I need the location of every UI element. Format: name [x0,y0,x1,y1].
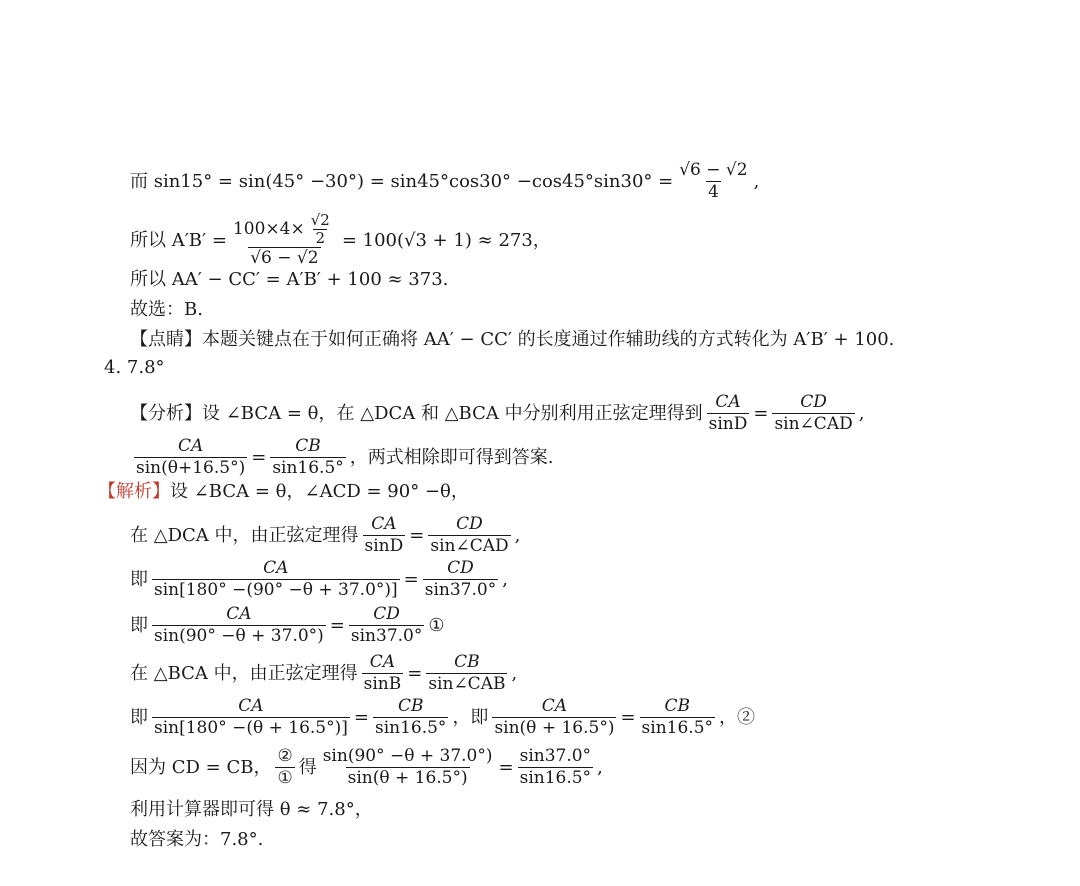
fraction-numerator: CB [454,652,480,672]
line-text: 设 ∠BCA = θ，∠ACD = 90° −θ， [170,481,469,502]
fraction [321,746,495,789]
equation-marker-1: ① [428,614,445,636]
fraction-numerator: CA [263,558,289,578]
fraction [772,392,854,435]
inner-fraction [309,212,332,247]
solution-heading-line [98,480,469,504]
fraction-numerator: CA [371,514,397,534]
fraction [152,696,350,739]
line-text: 即 [130,614,148,636]
fraction [134,436,247,479]
solution-line-dca [130,514,520,557]
equation-marker-2: ，② [719,706,756,728]
fraction-numerator: CD [447,558,474,578]
fraction-numerator: CD [800,392,827,412]
fraction-denominator: sin37.0° [424,580,497,600]
fraction-numerator: CD [456,514,483,534]
line-text: , [502,568,508,590]
fraction [349,604,424,647]
fraction [363,514,406,557]
fraction-numerator: sin(90° −θ + 37.0°) [322,746,493,766]
solution-line-bca [130,652,517,695]
fraction-denominator: sin16.5° [272,458,344,478]
fraction [152,604,326,647]
fraction-numerator: CB [397,696,424,716]
fraction-numerator: CA [226,604,252,624]
fraction [640,696,715,739]
fraction-denominator: sin∠CAD [774,414,853,434]
line-text: 得 [298,756,317,778]
fraction-denominator: sin37.0° [350,626,423,646]
fraction [518,746,593,789]
fraction-denominator: sin16.5° [519,768,592,788]
equals-sign: = [251,446,267,468]
line-text: 所以 AA′ − CC′ = A′B′ + 100 ≈ 373. [130,269,449,290]
fraction-numerator: CA [177,436,204,456]
fraction-numerator: CA [369,652,396,672]
fraction-numerator: CA [541,696,568,716]
fraction-denominator: sin[180° −(θ + 16.5°)] [154,718,348,738]
equals-sign: = [409,524,425,546]
equals-sign: = [753,402,769,424]
solution-line-aa [130,268,448,292]
line-text: 而 sin15° = sin(45° −30°) = sin45°cos30° −cos45°sin30° = [130,170,674,192]
line-text: ，即 [452,706,489,728]
solution-line-ji-1 [130,558,508,601]
line-text: 在 △DCA 中，由正弦定理得 [130,524,359,546]
fraction-numerator: ② [277,746,293,766]
fraction-numerator: CB [664,696,691,716]
inner-numerator: √2 [310,211,330,229]
solution-line-ji-2 [130,604,445,647]
line-text: 【分析】设 ∠BCA = θ，在 △DCA 和 △BCA 中分别利用正弦定理得到 [130,402,703,424]
line-text: , [597,756,603,778]
fraction-denominator: √6 − √2 [250,248,319,268]
line-text: , [753,170,760,192]
fraction-numerator: sin37.0° [519,746,592,766]
solution-line-calculator [130,798,373,822]
fraction-denominator: 4 [707,182,719,202]
fraction [707,392,750,435]
solution-line-ji-3 [130,696,755,739]
equals-sign: = [407,662,423,684]
fraction-denominator: sin∠CAB [428,674,506,694]
numerator-text: 100×4× [232,219,305,239]
solution-line-divide [130,746,603,789]
line-text: 故选：B. [130,299,203,320]
question-4-answer [104,356,165,380]
fraction-denominator: sin16.5° [641,718,714,738]
equals-sign: = [498,756,514,778]
fraction-denominator: sin(θ + 16.5°) [494,718,615,738]
fraction-numerator: CA [238,696,264,716]
fraction [492,696,616,739]
fraction-denominator: sin(90° −θ + 37.0°) [154,626,324,646]
fraction-denominator: sinD [364,536,404,556]
remark-line [130,328,894,352]
line-text: , [858,402,865,424]
analysis-line-2 [130,436,554,479]
answer-choice-line [130,298,203,322]
fraction [270,436,345,479]
fraction [362,652,404,695]
fraction-numerator [231,212,338,247]
final-answer-line [130,828,263,852]
fraction [275,746,294,789]
line-text: 在 △BCA 中，由正弦定理得 [130,662,358,684]
equals-sign: = [620,706,636,728]
fraction [423,558,498,601]
inner-denominator: 2 [315,229,326,247]
line-text: 因为 CD = CB， [130,756,272,778]
line-text: , [514,524,521,546]
fraction-denominator: sin(θ+16.5°) [136,458,246,478]
fraction-denominator: sin∠CAD [430,536,509,556]
fraction-numerator: √6 − √2 [679,160,748,180]
line-text: = 100(√3 + 1) ≈ 273， [341,229,551,251]
fraction-denominator: sin(θ + 16.5°) [347,768,468,788]
line-text: 即 [130,568,148,590]
line-text: ，两式相除即可得到答案. [349,446,554,468]
line-text: , [511,662,518,684]
line-text: 所以 A′B′ = [130,229,227,251]
fraction [428,514,510,557]
line-text: 故答案为：7.8°. [130,829,264,850]
analysis-line-1 [130,392,864,435]
fraction-denominator: sinD [708,414,748,434]
line-text: 即 [130,706,148,728]
fraction-denominator: ① [277,768,293,788]
fraction-numerator: CA [715,392,741,412]
fraction [152,558,400,601]
solution-line-sin15 [130,160,759,203]
line-text: 4. 7.8° [104,357,165,378]
fraction-denominator: sin[180° −(90° −θ + 37.0°)] [154,580,398,600]
fraction [426,652,507,695]
fraction-numerator: CD [373,604,400,624]
fraction-numerator: CB [295,436,321,456]
fraction [231,212,338,269]
fraction-denominator: sin16.5° [374,718,447,738]
solution-label: 【解析】 [98,481,170,502]
fraction [677,160,749,203]
equals-sign: = [353,706,369,728]
line-text: 【点睛】本题关键点在于如何正确将 AA′ − CC′ 的长度通过作辅助线的方式转化为 A′B′ + 100. [130,329,895,350]
fraction-denominator: sinB [363,674,402,694]
solution-line-ab [130,212,551,269]
equals-sign: = [329,614,345,636]
line-text: 利用计算器即可得 θ ≈ 7.8°， [130,799,373,820]
fraction [373,696,448,739]
equals-sign: = [403,568,419,590]
